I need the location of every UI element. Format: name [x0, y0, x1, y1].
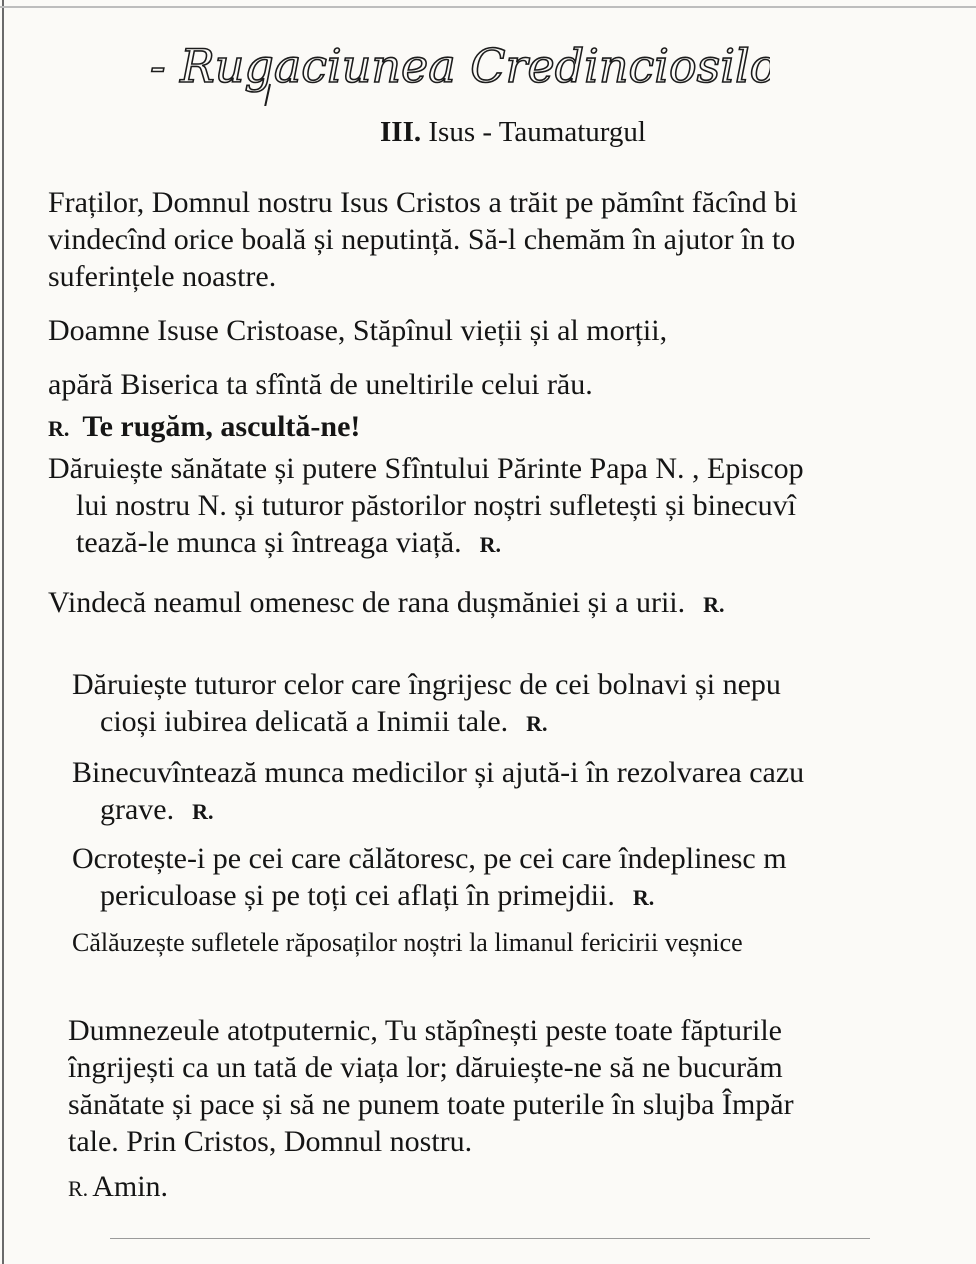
- bottom-rule: [110, 1238, 870, 1239]
- petition-3-line-2: cioși iubirea delicată a Inimii tale.: [100, 705, 509, 738]
- petition-5-line-2: periculoase și pe toți cei aflați în primejdii.: [100, 879, 615, 912]
- petition-3-line-1: Dăruiește tuturor celor care îngrijesc de cei bolnavi și nepu: [72, 668, 781, 701]
- petition-6-text: Călăuzește sufletele răposaților noștri la limanul fericirii veșnice: [72, 928, 743, 957]
- amen-text: Amin.: [92, 1170, 169, 1203]
- petition-4-line-1: Binecuvîntează munca medicilor și ajută-i în rezolvarea cazu: [72, 756, 805, 789]
- page-edge-left: [2, 0, 4, 1264]
- petition-4: [72, 754, 976, 830]
- intro-line-3: suferințele noastre.: [48, 260, 277, 293]
- amen-block: [68, 1168, 976, 1207]
- closing-prayer: [68, 1012, 976, 1160]
- handwritten-title-text: - Rugaciunea Credinciosilor -: [150, 39, 770, 93]
- section-number: III.: [380, 116, 422, 148]
- petition-1-line-1: Dăruiește sănătate și putere Sfîntului Părinte Papa N. , Episcop: [48, 452, 804, 485]
- page-title: [0, 116, 976, 149]
- r-marker: R.: [526, 711, 548, 736]
- invocation-line-1: Doamne Isuse Cristoase, Stăpînul vieții și al morții,: [48, 314, 668, 347]
- response-marker: R.: [48, 416, 70, 441]
- petition-5-line-1: Ocrotește-i pe cei care călătoresc, pe cei care îndeplinesc m: [72, 842, 787, 875]
- closing-line-2: îngrijești ca un tată de viața lor; dăruiește-ne să ne bucurăm: [68, 1051, 783, 1084]
- petition-4-line-2: grave.: [100, 793, 175, 826]
- response-text: Te rugăm, ascultă-ne!: [82, 410, 361, 443]
- page-edge-top: [0, 6, 976, 8]
- intro-paragraph: [48, 184, 976, 295]
- petition-1-line-3: tează-le munca și întreaga viață.: [76, 526, 462, 559]
- closing-line-4: tale. Prin Cristos, Domnul nostru.: [68, 1125, 473, 1158]
- section-title: Isus - Taumaturgul: [428, 116, 646, 148]
- amen-marker: R.: [68, 1176, 89, 1201]
- response-block: [48, 408, 976, 447]
- r-marker: R.: [192, 799, 214, 824]
- invocation-line-1-block: [48, 312, 976, 349]
- petition-6: [72, 924, 976, 961]
- closing-line-3: sănătate și pace și să ne punem toate puterile în slujba Împăr: [68, 1088, 794, 1121]
- handwritten-title: [150, 26, 770, 106]
- invocation-line-2: apără Biserica ta sfîntă de uneltirile celui rău.: [48, 368, 593, 401]
- petition-1: [48, 450, 976, 563]
- r-marker: R.: [632, 885, 655, 910]
- r-marker: R.: [703, 592, 725, 617]
- petition-5: [72, 840, 976, 916]
- petition-3: [72, 666, 976, 742]
- r-marker: R.: [479, 532, 502, 557]
- invocation-line-2-block: [48, 366, 976, 403]
- intro-line-2: vindecînd orice boală și neputință. Să-l chemăm în ajutor în to: [48, 223, 796, 256]
- closing-line-1: Dumnezeule atotputernic, Tu stăpînești peste toate făpturile: [68, 1014, 782, 1047]
- petition-1-line-2: lui nostru N. și tuturor păstorilor noștri sufletești și binecuvî: [76, 489, 796, 522]
- petition-2: [48, 584, 976, 623]
- petition-2-text: Vindecă neamul omenesc de rana dușmăniei și a urii.: [48, 586, 686, 619]
- intro-line-1: Fraților, Domnul nostru Isus Cristos a trăit pe pămînt făcînd bi: [48, 186, 798, 219]
